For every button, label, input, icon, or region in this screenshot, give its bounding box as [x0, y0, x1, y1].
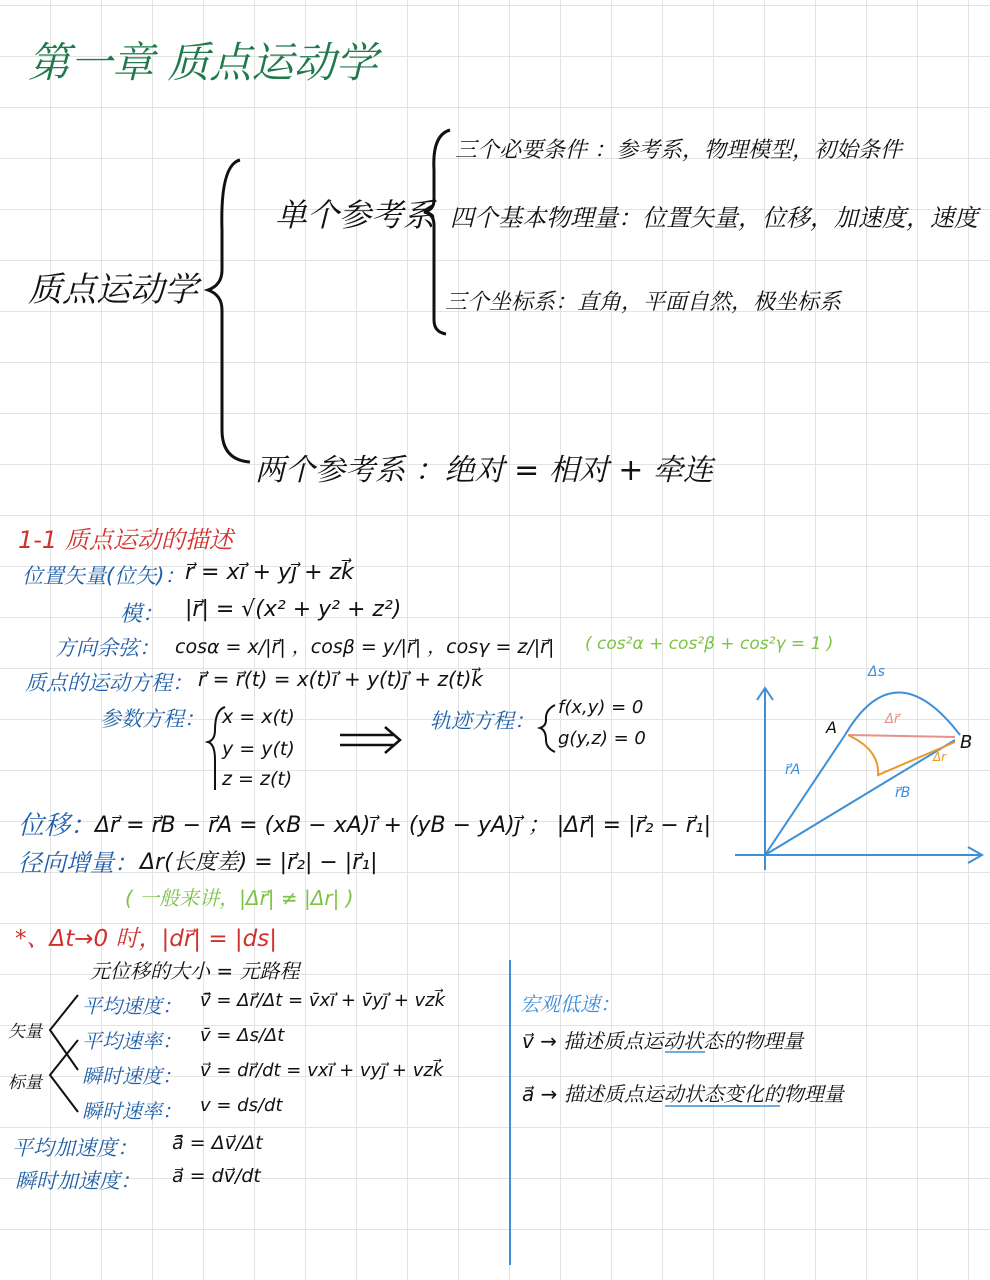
formula: cosα = x/|r⃗| ，cosβ = y/|r⃗| ，cosγ = z/|r⃗|	[175, 636, 555, 658]
motion-diagram	[735, 688, 982, 870]
classification-lines	[50, 995, 78, 1112]
position-vectors	[765, 735, 955, 855]
y-axis	[757, 688, 773, 870]
label: 瞬时速度：	[82, 1064, 182, 1088]
mindmap-root: 质点运动学	[28, 270, 198, 310]
label: 瞬时加速度：	[15, 1169, 141, 1193]
radial-label: Δr	[933, 750, 947, 764]
label: 模：	[120, 602, 165, 627]
limit-note: *、Δt→0 时，|dr⃗| = |ds|	[15, 926, 277, 952]
label: 瞬时速率：	[82, 1099, 182, 1123]
single-frame: 单个参考系	[275, 196, 436, 234]
label: 参数方程：	[100, 707, 205, 731]
formula: Δr(长度差) = |r⃗₂| − |r⃗₁|	[140, 850, 378, 875]
label: 方向余弦：	[55, 636, 160, 660]
formula: v = ds/dt	[200, 1095, 283, 1116]
ra-label: r⃗A	[785, 762, 801, 778]
formula: x = x(t)	[222, 706, 295, 728]
rb-label: r⃗B	[895, 785, 911, 801]
macro-heading: 宏观低速：	[520, 992, 620, 1016]
displacement-label: Δr⃗	[885, 712, 900, 727]
two-frames: 两个参考系 ：绝对 = 相对 + 牵连	[255, 453, 713, 488]
scalar-label: 标量	[8, 1073, 42, 1093]
formula: y = y(t)	[222, 738, 295, 760]
macro-line: v⃗ → 描述质点运动状态的物理量	[522, 1029, 804, 1053]
displacement-vector	[848, 735, 955, 737]
formula: z = z(t)	[222, 768, 293, 790]
implies-arrow	[340, 727, 400, 753]
trajectory-brace	[540, 705, 555, 752]
trajectory-curve	[845, 693, 960, 736]
formula: a⃗ = dv⃗/dt	[172, 1165, 261, 1187]
point-b: B	[960, 732, 973, 753]
formula: v̄⃗ = Δr⃗/Δt = v̄xi⃗ + v̄yj⃗ + vzk⃗	[200, 990, 446, 1011]
formula: v̄ = Δs/Δt	[200, 1025, 285, 1046]
formula: r⃗ = r⃗(t) = x(t)i⃗ + y(t)j⃗ + z(t)k⃗	[198, 667, 483, 691]
mindmap-item: 四个基本物理量：位置矢量，位移，加速度，速度	[450, 204, 978, 232]
label: 平均速率：	[82, 1029, 182, 1053]
x-axis	[735, 847, 982, 863]
formula: g(y,z) = 0	[558, 728, 646, 749]
mindmap-item: 三个必要条件 ：参考系，物理模型，初始条件	[455, 138, 902, 163]
root-brace	[208, 160, 250, 462]
formula: f(x,y) = 0	[558, 697, 644, 718]
formula: v⃗ = dr⃗/dt = vxi⃗ + vyj⃗ + vzk⃗	[200, 1060, 444, 1081]
label: 轨迹方程：	[430, 709, 535, 733]
label: 位移：	[18, 811, 97, 841]
label: 平均速度：	[82, 994, 182, 1018]
label: 质点的运动方程：	[25, 671, 193, 695]
label: 平均加速度：	[12, 1136, 138, 1160]
point-a: A	[826, 718, 837, 737]
formula: Δr⃗ = r⃗B − r⃗A = (xB − xA)i⃗ + (yB − yA)j⃗ ； |Δr⃗| = |r⃗₂ − r⃗₁|	[95, 813, 712, 838]
section-heading: 1-1 质点运动的描述	[18, 526, 233, 554]
page-title: 第一章 质点运动学	[28, 38, 378, 87]
general-note: ( 一般来讲，|Δr⃗| ≠ |Δr| )	[125, 886, 354, 910]
formula: |r⃗| = √(x² + y² + z²)	[185, 597, 402, 622]
identity-note: ( cos²α + cos²β + cos²γ = 1 )	[585, 634, 834, 654]
element-note: 元位移的大小 = 元路程	[90, 959, 300, 983]
macro-line: a⃗ → 描述质点运动状态变化的物理量	[522, 1082, 844, 1106]
label: 位置矢量(位矢)：	[22, 564, 186, 588]
arc-label: Δs	[868, 664, 885, 680]
vector-label: 矢量	[8, 1022, 42, 1042]
mindmap-item: 三个坐标系：直角，平面自然，极坐标系	[445, 290, 842, 315]
formula: ā⃗ = Δv⃗/Δt	[172, 1132, 263, 1154]
formula: r⃗ = xi⃗ + yj⃗ + zk⃗	[185, 560, 354, 585]
label: 径向增量：	[18, 849, 138, 877]
